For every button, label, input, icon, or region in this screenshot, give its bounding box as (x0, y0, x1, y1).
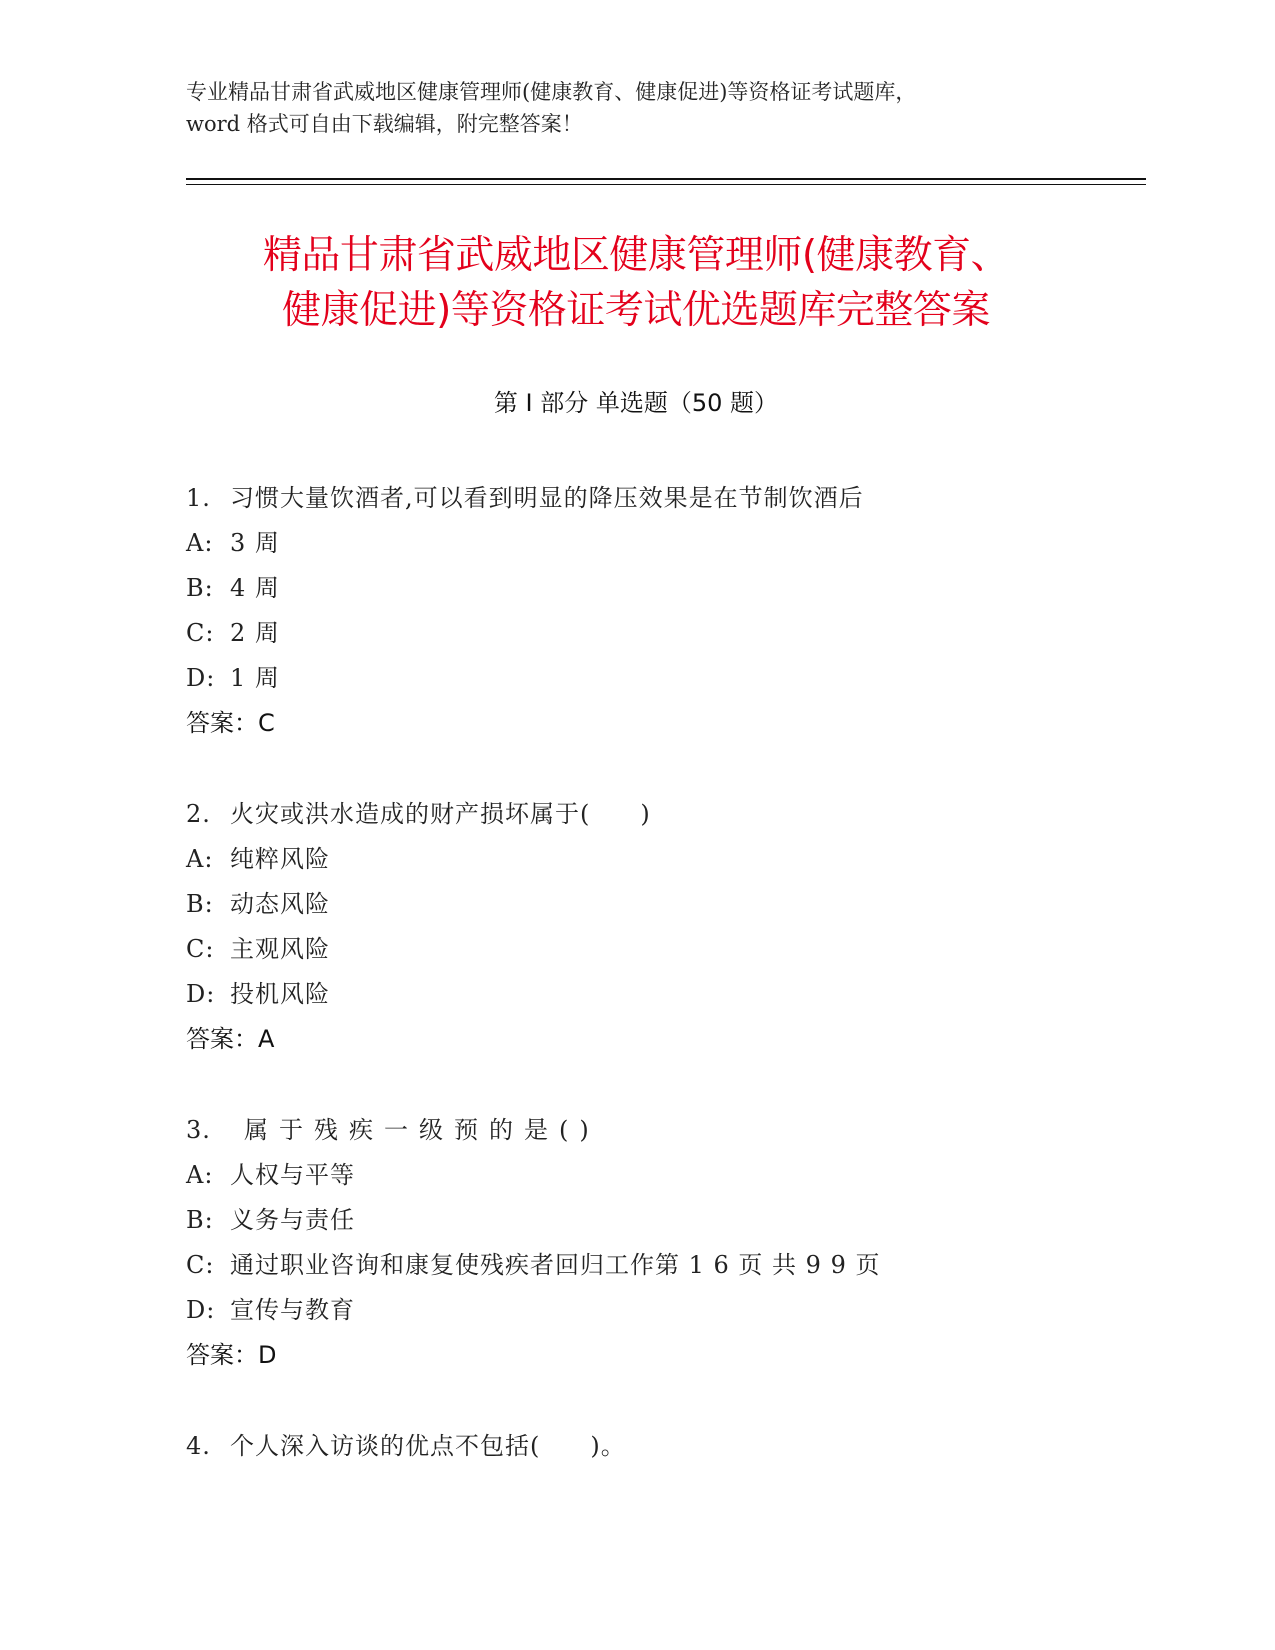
option-d (186, 972, 1146, 1017)
option-text: 义务与责任 (230, 1206, 355, 1234)
question-stem (186, 1424, 1146, 1469)
option-text: 通过职业咨询和康复使残疾者回归工作第 1 6 页 共 9 9 页 (230, 1251, 881, 1279)
header-note (186, 76, 1086, 140)
answer-line: 答案：C (186, 709, 275, 737)
option-key: B: (186, 574, 214, 602)
option-c (186, 611, 1146, 656)
option-key: D: (186, 664, 216, 692)
option-key: A: (186, 529, 214, 557)
option-text: 主观风险 (230, 935, 330, 963)
header-divider-thick (186, 178, 1146, 180)
option-b (186, 1198, 1146, 1243)
document-title-line-2: 健康促进)等资格证考试优选题库完整答案 (282, 288, 990, 333)
question-4 (186, 1424, 1146, 1469)
section-title: 第 I 部分 单选题（50 题） (493, 389, 779, 417)
option-text: 2 周 (230, 619, 280, 647)
option-text: 4 周 (230, 574, 280, 602)
document-title-line-1: 精品甘肃省武威地区健康管理师(健康教育、 (262, 233, 1010, 278)
header-divider-thin (186, 184, 1146, 185)
answer-line: 答案：D (186, 1341, 277, 1369)
question-2 (186, 792, 1146, 1062)
question-3 (186, 1108, 1146, 1378)
question-list (186, 476, 1146, 1515)
question-text: 习惯大量饮酒者,可以看到明显的降压效果是在节制饮酒后 (230, 484, 864, 512)
option-key: C: (186, 1251, 215, 1279)
option-a (186, 1153, 1146, 1198)
question-text: 个人深入访谈的优点不包括( )。 (230, 1432, 626, 1460)
question-stem (186, 792, 1146, 837)
option-b (186, 882, 1146, 927)
option-text: 投机风险 (230, 980, 330, 1008)
option-text: 人权与平等 (230, 1161, 355, 1189)
option-key: C: (186, 935, 215, 963)
question-number: 4. (186, 1432, 211, 1460)
question-1 (186, 476, 1146, 746)
header-note-line-1: 专业精品甘肃省武威地区健康管理师(健康教育、健康促进)等资格证考试题库， (186, 80, 917, 104)
option-text: 宣传与教育 (230, 1296, 355, 1324)
option-key: C: (186, 619, 215, 647)
option-key: A: (186, 845, 214, 873)
option-text: 动态风险 (230, 890, 330, 918)
question-number: 1. (186, 484, 211, 512)
option-c (186, 1243, 1146, 1288)
question-number: 2. (186, 800, 211, 828)
option-key: A: (186, 1161, 214, 1189)
option-c (186, 927, 1146, 972)
option-text: 3 周 (230, 529, 280, 557)
question-text: 属于残疾一级预的是() (244, 1116, 600, 1144)
option-key: D: (186, 1296, 216, 1324)
question-number: 3. (186, 1116, 211, 1144)
option-a (186, 521, 1146, 566)
question-text: 火灾或洪水造成的财产损坏属于( ) (230, 800, 651, 828)
option-a (186, 837, 1146, 882)
answer-line: 答案：A (186, 1025, 275, 1053)
option-key: B: (186, 890, 214, 918)
header-note-line-2: word 格式可自由下载编辑，附完整答案！ (186, 112, 583, 136)
option-key: D: (186, 980, 216, 1008)
option-text: 1 周 (230, 664, 280, 692)
option-d (186, 656, 1146, 701)
question-stem (186, 476, 1146, 521)
option-key: B: (186, 1206, 214, 1234)
option-b (186, 566, 1146, 611)
question-stem (186, 1108, 1146, 1153)
option-text: 纯粹风险 (230, 845, 330, 873)
option-d (186, 1288, 1146, 1333)
document-title (186, 228, 1086, 338)
